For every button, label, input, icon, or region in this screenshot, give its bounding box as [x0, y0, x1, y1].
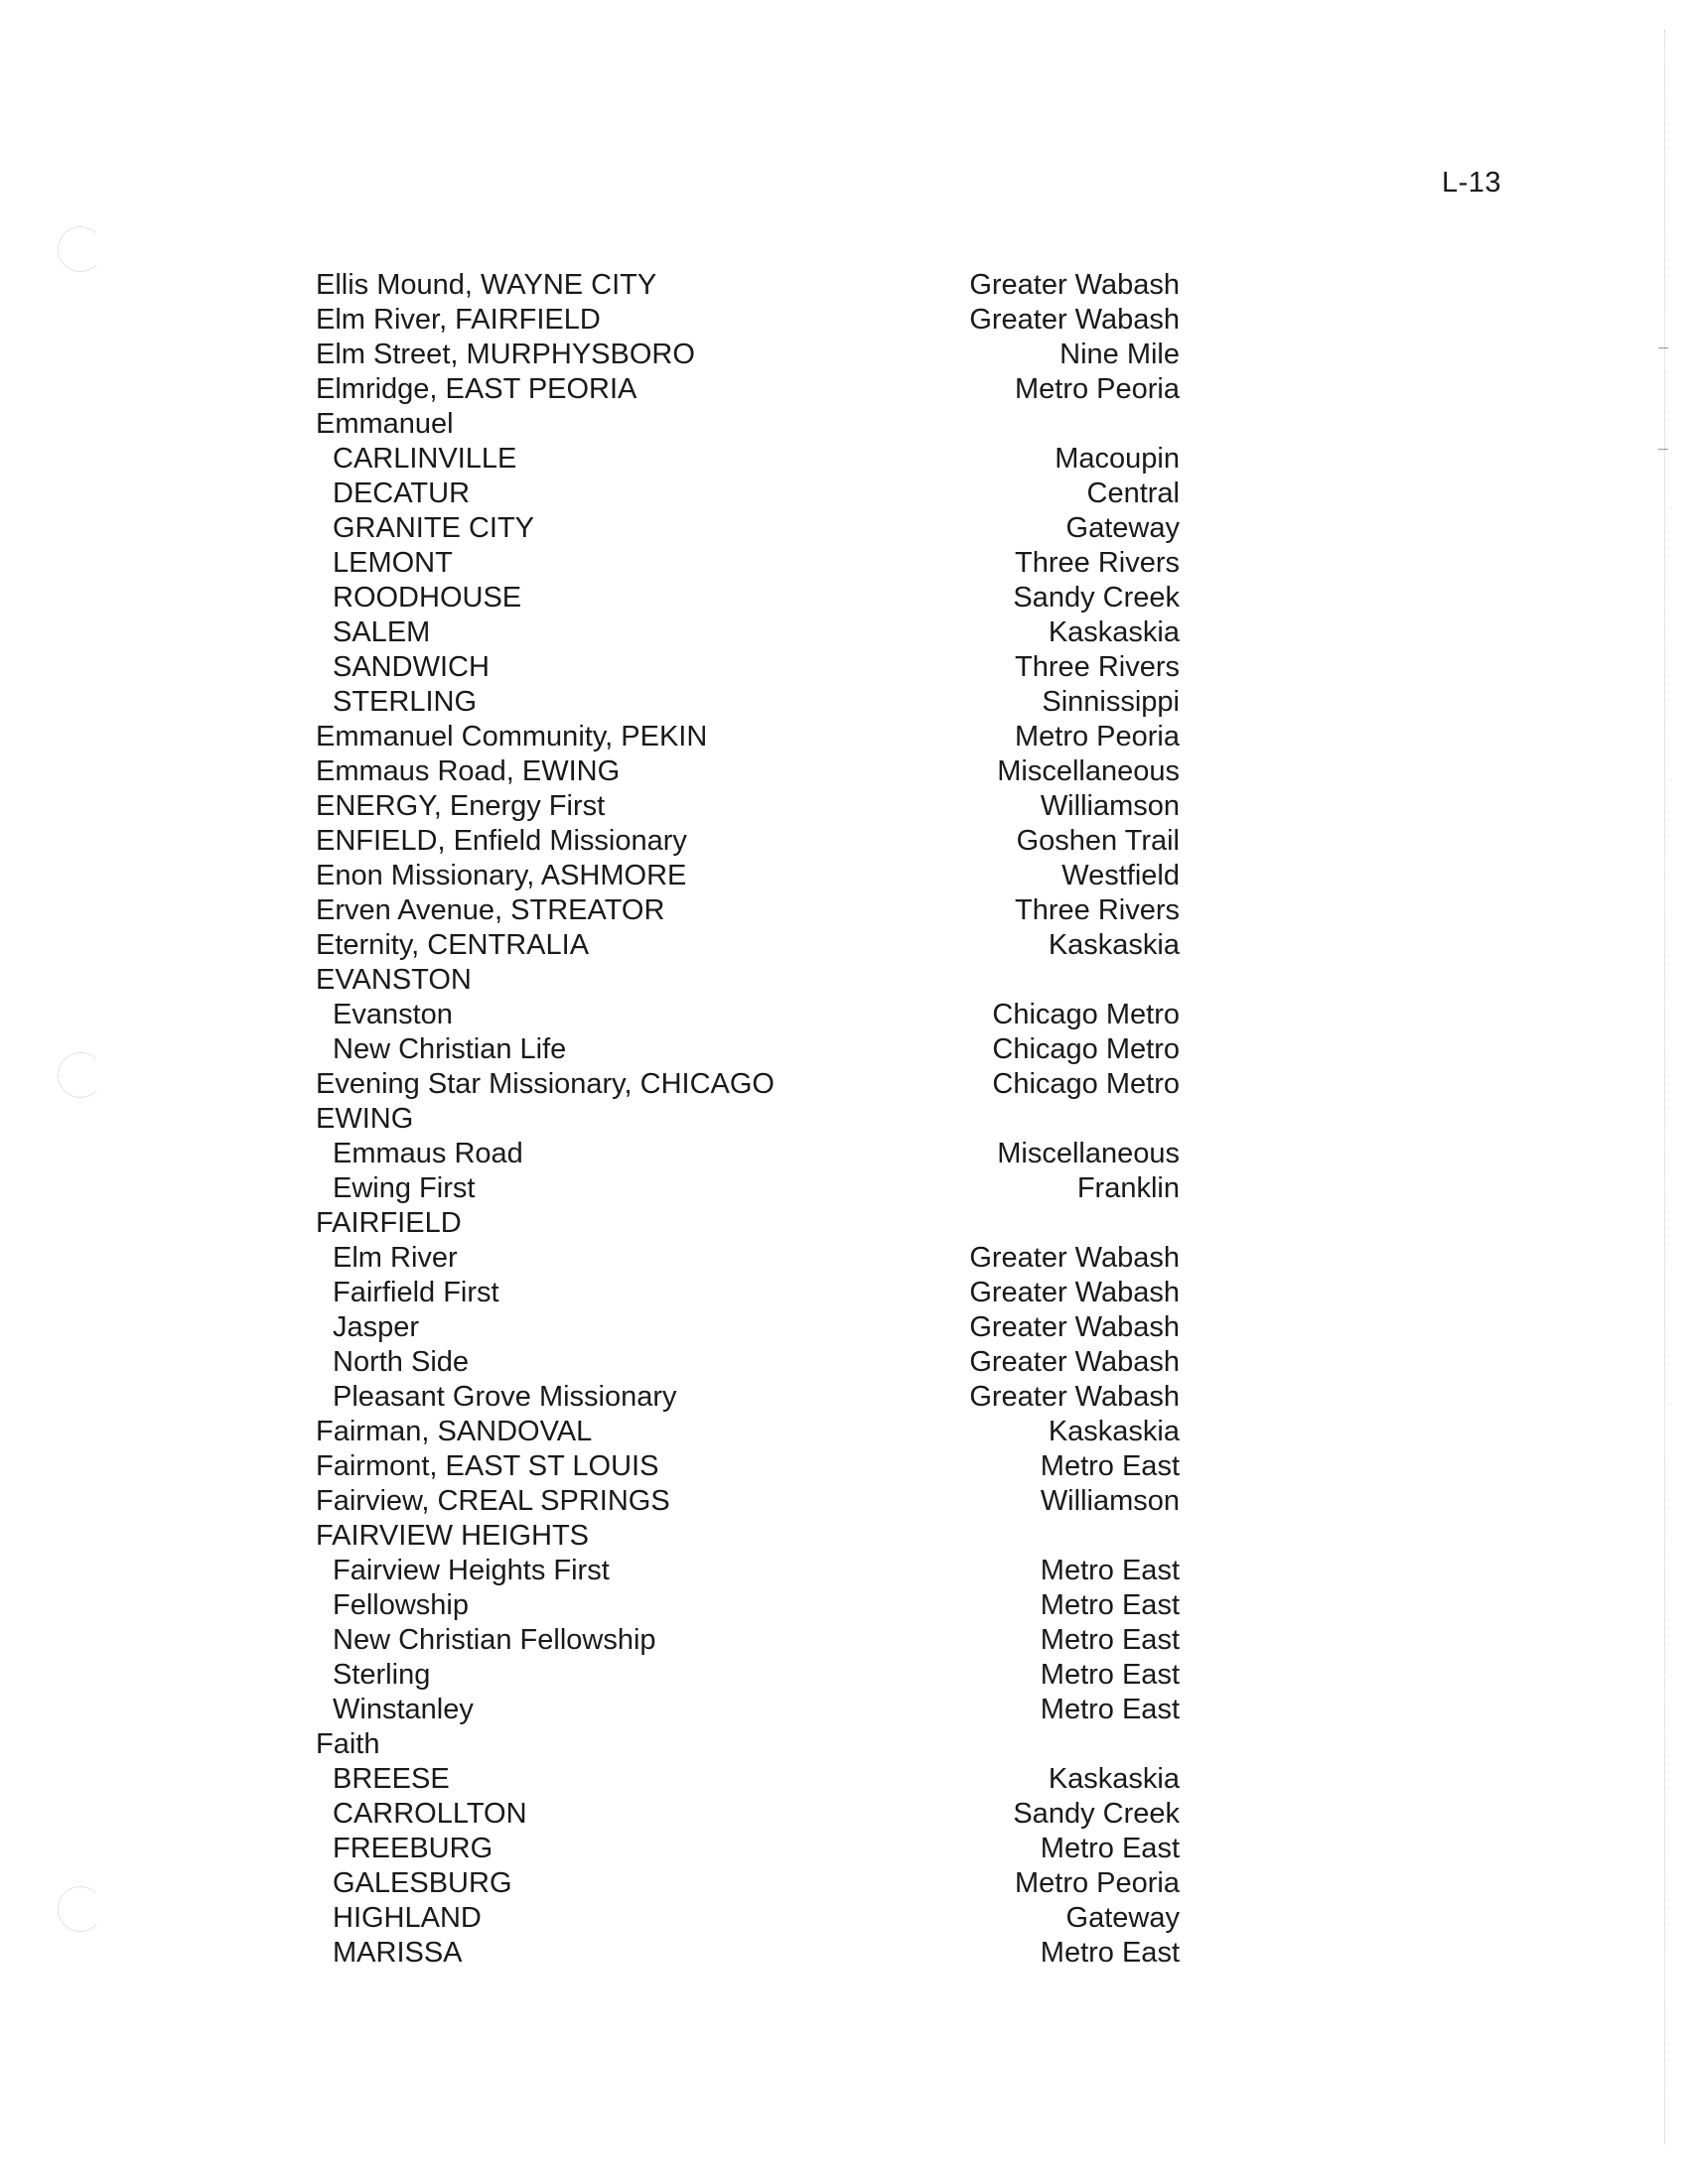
listing-row [316, 546, 1180, 581]
association-name: Greater Wabash [969, 1277, 1180, 1308]
church-name: Emmaus Road [333, 1138, 523, 1169]
association-name: Greater Wabash [969, 1346, 1180, 1378]
association-name: Kaskaskia [1048, 1763, 1180, 1795]
church-listing [316, 268, 1180, 1971]
listing-row [316, 442, 1180, 477]
church-name: FAIRFIELD [316, 1207, 462, 1239]
punch-hole-mark [58, 1886, 103, 1932]
association-name: Gateway [1065, 512, 1180, 544]
group-heading-row [316, 1727, 1180, 1762]
listing-row [316, 1137, 1180, 1171]
church-name: Ellis Mound, WAYNE CITY [316, 269, 657, 301]
association-name: Kaskaskia [1048, 616, 1180, 648]
church-name: ROODHOUSE [333, 582, 522, 614]
church-name: LEMONT [333, 547, 453, 579]
association-name: Chicago Metro [992, 999, 1180, 1030]
listing-row [316, 893, 1180, 928]
church-name: Emmanuel Community, PEKIN [316, 721, 708, 752]
association-name: Westfield [1061, 860, 1180, 891]
group-heading-row [316, 1519, 1180, 1554]
listing-row [316, 824, 1180, 859]
church-name: North Side [333, 1346, 470, 1378]
church-name: Emmaus Road, EWING [316, 755, 621, 787]
church-name: EVANSTON [316, 964, 472, 996]
church-name: Fairmont, EAST ST LOUIS [316, 1450, 659, 1482]
church-name: New Christian Fellowship [333, 1624, 656, 1656]
church-name: Elm River [333, 1242, 458, 1274]
page-number: L-13 [1442, 167, 1502, 199]
association-name: Kaskaskia [1048, 929, 1180, 961]
association-name: Metro Peoria [1014, 721, 1180, 752]
association-name: Metro East [1040, 1937, 1180, 1969]
association-name: Metro Peoria [1014, 1867, 1180, 1899]
association-name: Sinnissippi [1042, 686, 1180, 718]
listing-row [316, 928, 1180, 963]
church-name: Sterling [333, 1659, 431, 1691]
church-name: Elmridge, EAST PEORIA [316, 373, 637, 405]
church-name: Fellowship [333, 1589, 469, 1621]
association-name: Williamson [1040, 1485, 1180, 1517]
listing-row [316, 1415, 1180, 1449]
church-name: DECATUR [333, 478, 471, 509]
church-name: EWING [316, 1103, 414, 1135]
church-name: Emmanuel [316, 408, 454, 440]
group-heading-row [316, 1206, 1180, 1241]
association-name: Chicago Metro [992, 1033, 1180, 1065]
association-name: Greater Wabash [969, 269, 1180, 301]
church-name: GALESBURG [333, 1867, 512, 1899]
listing-row [316, 1380, 1180, 1415]
listing-row [316, 650, 1180, 685]
church-name: MARISSA [333, 1937, 463, 1969]
church-name: ENERGY, Energy First [316, 790, 606, 822]
listing-row [316, 1797, 1180, 1832]
church-name: ENFIELD, Enfield Missionary [316, 825, 687, 857]
scan-edge-tick [1658, 449, 1668, 450]
church-name: Fairman, SANDOVAL [316, 1416, 593, 1447]
association-name: Macoupin [1055, 443, 1180, 475]
association-name: Greater Wabash [969, 1381, 1180, 1413]
listing-row [316, 1171, 1180, 1206]
listing-row [316, 615, 1180, 650]
church-name: Faith [316, 1728, 380, 1760]
listing-row [316, 720, 1180, 754]
church-name: SANDWICH [333, 651, 490, 683]
listing-row [316, 1832, 1180, 1866]
association-name: Williamson [1040, 790, 1180, 822]
association-name: Metro East [1040, 1450, 1180, 1482]
listing-row [316, 1276, 1180, 1310]
listing-row [316, 372, 1180, 407]
listing-row [316, 1241, 1180, 1276]
association-name: Miscellaneous [997, 1138, 1180, 1169]
listing-row [316, 1936, 1180, 1971]
listing-row [316, 1310, 1180, 1345]
association-name: Three Rivers [1015, 547, 1180, 579]
listing-row [316, 685, 1180, 720]
listing-row [316, 1484, 1180, 1519]
church-name: CARLINVILLE [333, 443, 517, 475]
church-name: GRANITE CITY [333, 512, 535, 544]
listing-row [316, 1345, 1180, 1380]
association-name: Metro East [1040, 1659, 1180, 1691]
church-name: Eternity, CENTRALIA [316, 929, 590, 961]
church-name: FREEBURG [333, 1833, 494, 1864]
listing-row [316, 1658, 1180, 1693]
church-name: Fairview Heights First [333, 1555, 610, 1586]
church-name: HIGHLAND [333, 1902, 482, 1934]
church-name: CARROLLTON [333, 1798, 527, 1830]
church-name: Elm Street, MURPHYSBORO [316, 339, 695, 370]
listing-row [316, 1901, 1180, 1936]
association-name: Three Rivers [1015, 894, 1180, 926]
listing-row [316, 581, 1180, 615]
listing-row [316, 1032, 1180, 1067]
group-heading-row [316, 407, 1180, 442]
association-name: Metro East [1040, 1694, 1180, 1725]
association-name: Miscellaneous [997, 755, 1180, 787]
church-name: Pleasant Grove Missionary [333, 1381, 677, 1413]
church-name: Elm River, FAIRFIELD [316, 304, 601, 336]
association-name: Greater Wabash [969, 1311, 1180, 1343]
listing-row [316, 1449, 1180, 1484]
church-name: Enon Missionary, ASHMORE [316, 860, 687, 891]
association-name: Metro Peoria [1014, 373, 1180, 405]
association-name: Metro East [1040, 1589, 1180, 1621]
listing-row [316, 754, 1180, 789]
listing-row [316, 998, 1180, 1032]
association-name: Central [1086, 478, 1180, 509]
association-name: Greater Wabash [969, 304, 1180, 336]
church-name: Evanston [333, 999, 453, 1030]
listing-row [316, 1762, 1180, 1797]
church-name: Fairfield First [333, 1277, 499, 1308]
group-heading-row [316, 963, 1180, 998]
association-name: Nine Mile [1059, 339, 1180, 370]
listing-row [316, 338, 1180, 372]
association-name: Kaskaskia [1048, 1416, 1180, 1447]
punch-hole-mark [58, 226, 103, 272]
group-heading-row [316, 1102, 1180, 1137]
listing-row [316, 1693, 1180, 1727]
listing-row [316, 268, 1180, 303]
listing-row [316, 1623, 1180, 1658]
association-name: Three Rivers [1015, 651, 1180, 683]
association-name: Metro East [1040, 1555, 1180, 1586]
church-name: Evening Star Missionary, CHICAGO [316, 1068, 775, 1100]
association-name: Sandy Creek [1013, 582, 1180, 614]
listing-row [316, 477, 1180, 511]
association-name: Sandy Creek [1013, 1798, 1180, 1830]
church-name: Erven Avenue, STREATOR [316, 894, 665, 926]
association-name: Chicago Metro [992, 1068, 1180, 1100]
listing-row [316, 1067, 1180, 1102]
listing-row [316, 789, 1180, 824]
association-name: Metro East [1040, 1624, 1180, 1656]
church-name: Ewing First [333, 1172, 476, 1204]
church-name: STERLING [333, 686, 478, 718]
listing-row [316, 511, 1180, 546]
church-name: Jasper [333, 1311, 420, 1343]
scan-edge-tick [1658, 347, 1668, 348]
listing-row [316, 303, 1180, 338]
listing-row [316, 1588, 1180, 1623]
listing-row [316, 1866, 1180, 1901]
association-name: Gateway [1065, 1902, 1180, 1934]
church-name: Fairview, CREAL SPRINGS [316, 1485, 670, 1517]
church-name: FAIRVIEW HEIGHTS [316, 1520, 590, 1552]
church-name: New Christian Life [333, 1033, 567, 1065]
listing-row [316, 1554, 1180, 1588]
association-name: Greater Wabash [969, 1242, 1180, 1274]
church-name: Winstanley [333, 1694, 474, 1725]
association-name: Goshen Trail [1016, 825, 1180, 857]
punch-hole-mark [58, 1052, 103, 1098]
association-name: Metro East [1040, 1833, 1180, 1864]
church-name: SALEM [333, 616, 431, 648]
association-name: Franklin [1076, 1172, 1180, 1204]
church-name: BREESE [333, 1763, 450, 1795]
listing-row [316, 859, 1180, 893]
